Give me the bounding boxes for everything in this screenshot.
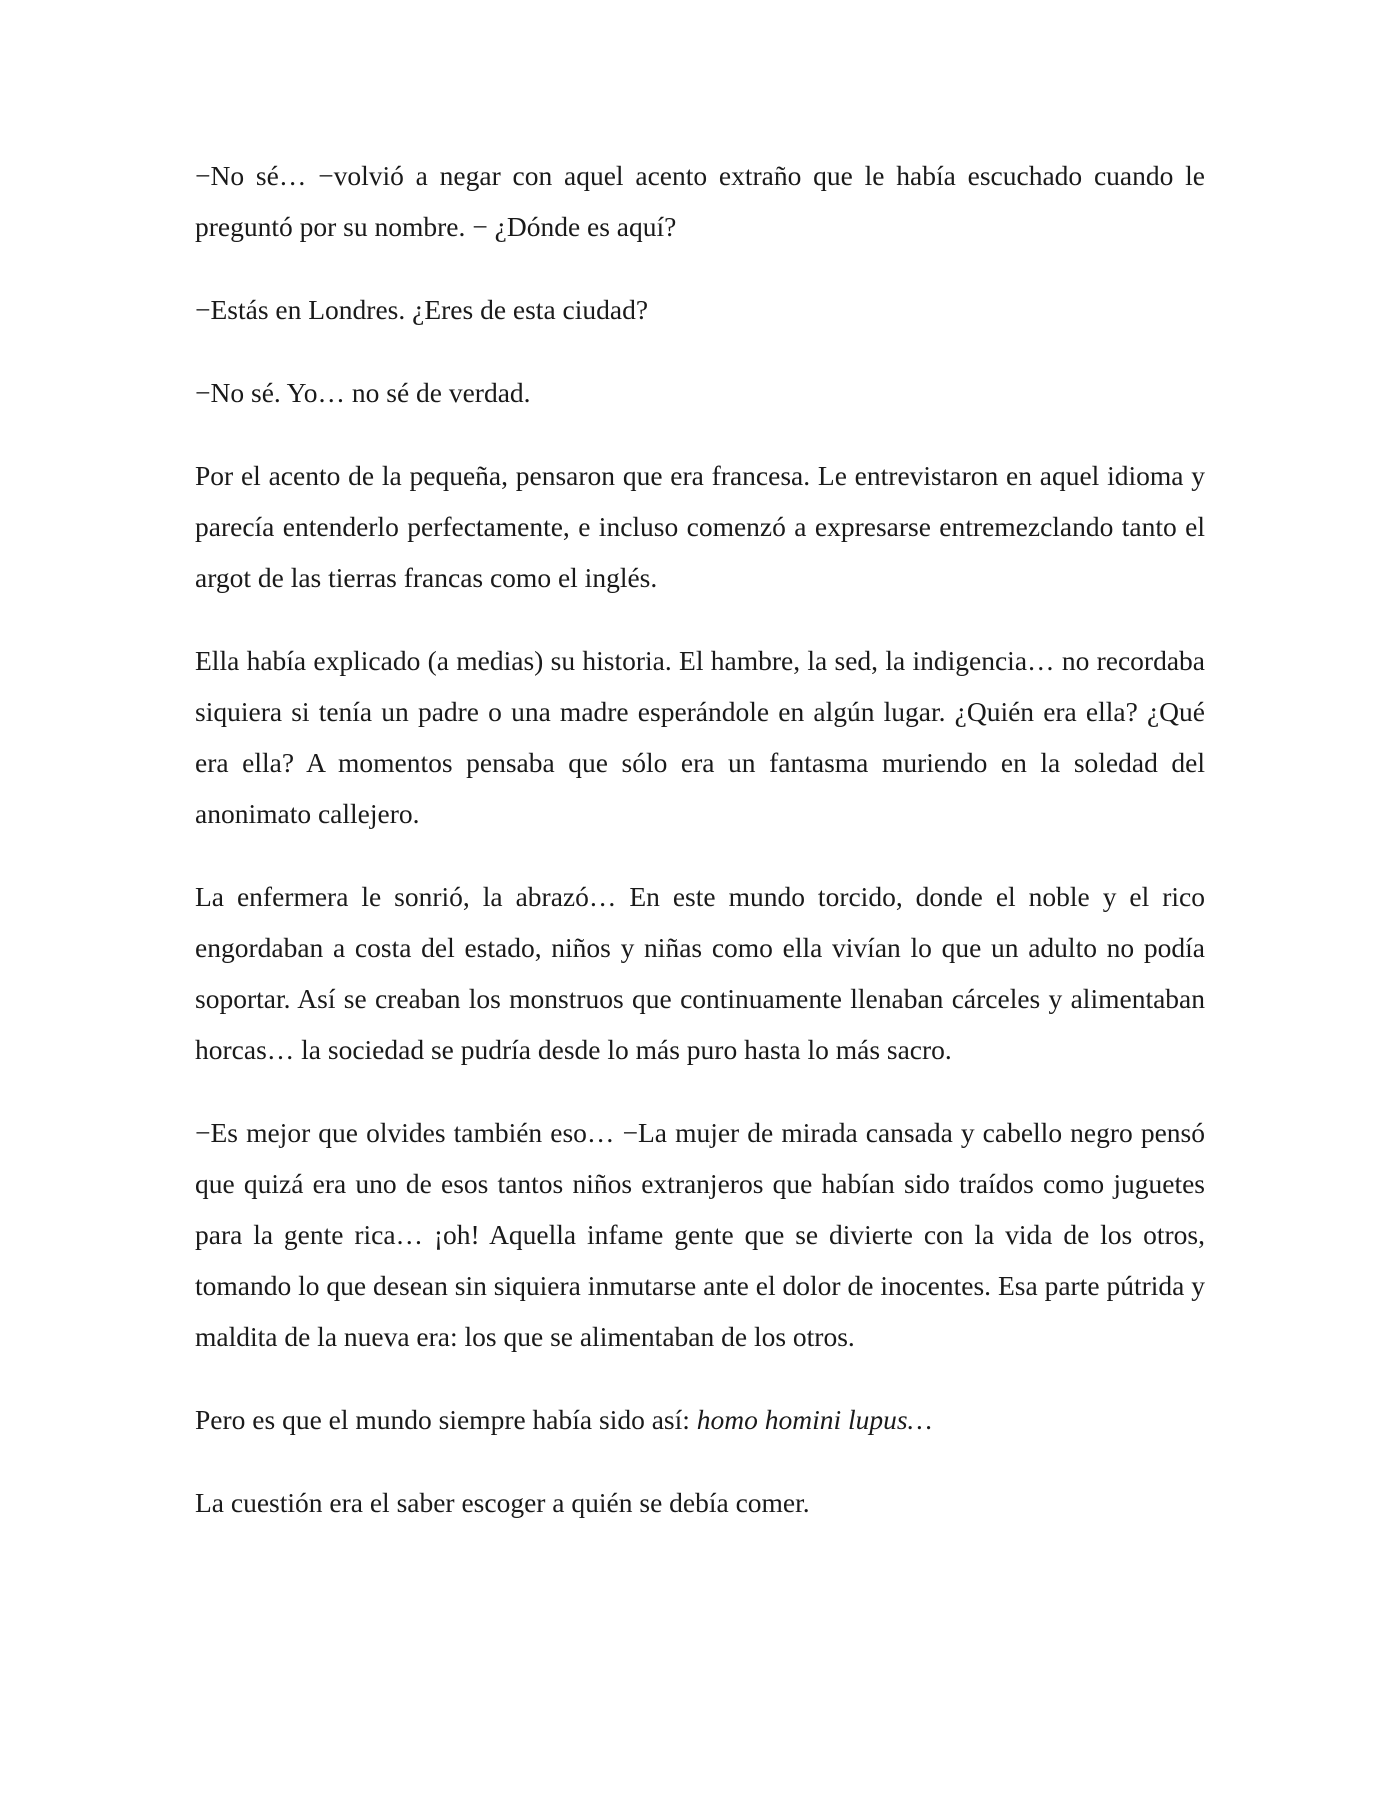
paragraph-dialogue-1: −No sé… −volvió a negar con aquel acento extraño que le había escuchado cuando le preguntó por su nombre. − ¿Dónde es aquí?: [195, 160, 1205, 242]
paragraph-nurse: La enfermera le sonrió, la abrazó… En este mundo torcido, donde el noble y el rico engordaban a costa del estado, niños y niñas como ella vivían lo que un adulto no podía soportar. Así se creaban los monstruos que continuamente llenaban cárceles y alimentaban horcas… la sociedad se pudría desde lo más puro hasta lo más sacro.: [195, 881, 1205, 1065]
paragraph-history: Ella había explicado (a medias) su historia. El hambre, la sed, la indigencia… no recordaba siquiera si tenía un padre o una madre esperándole en algún lugar. ¿Quién era ella? ¿Qué era ella? A momentos pensaba que sólo era un fantasma muriendo en la soledad del anonimato callejero.: [195, 645, 1205, 829]
body-text: [195, 150, 1205, 1560]
paragraph-homo-homini: [195, 1394, 1205, 1445]
latin-phrase: homo homini lupus…: [696, 1404, 933, 1435]
paragraph-closing: La cuestión era el saber escoger a quién se debía comer.: [195, 1487, 810, 1518]
paragraph-homo-homini-text: Pero es que el mundo siempre había sido así:: [195, 1404, 697, 1435]
paragraph-dialogue-2: −Estás en Londres. ¿Eres de esta ciudad?: [195, 294, 649, 325]
paragraph-dialogue-4: −Es mejor que olvides también eso… −La mujer de mirada cansada y cabello negro pensó que quizá era uno de esos tantos niños extranjeros que habían sido traídos como juguetes para la gente rica… ¡oh! Aquella infame gente que se divierte con la vida de los otros, tomando lo que desean sin siquiera inmutarse ante el dolor de inocentes. Esa parte pútrida y maldita de la nueva era: los que se alimentaban de los otros.: [195, 1117, 1205, 1352]
paragraph-dialogue-3: −No sé. Yo… no sé de verdad.: [195, 377, 531, 408]
paragraph-accent: Por el acento de la pequeña, pensaron que era francesa. Le entrevistaron en aquel idioma y parecía entenderlo perfectamente, e incluso comenzó a expresarse entremezclando tanto el argot de las tierras francas como el inglés.: [195, 460, 1205, 593]
